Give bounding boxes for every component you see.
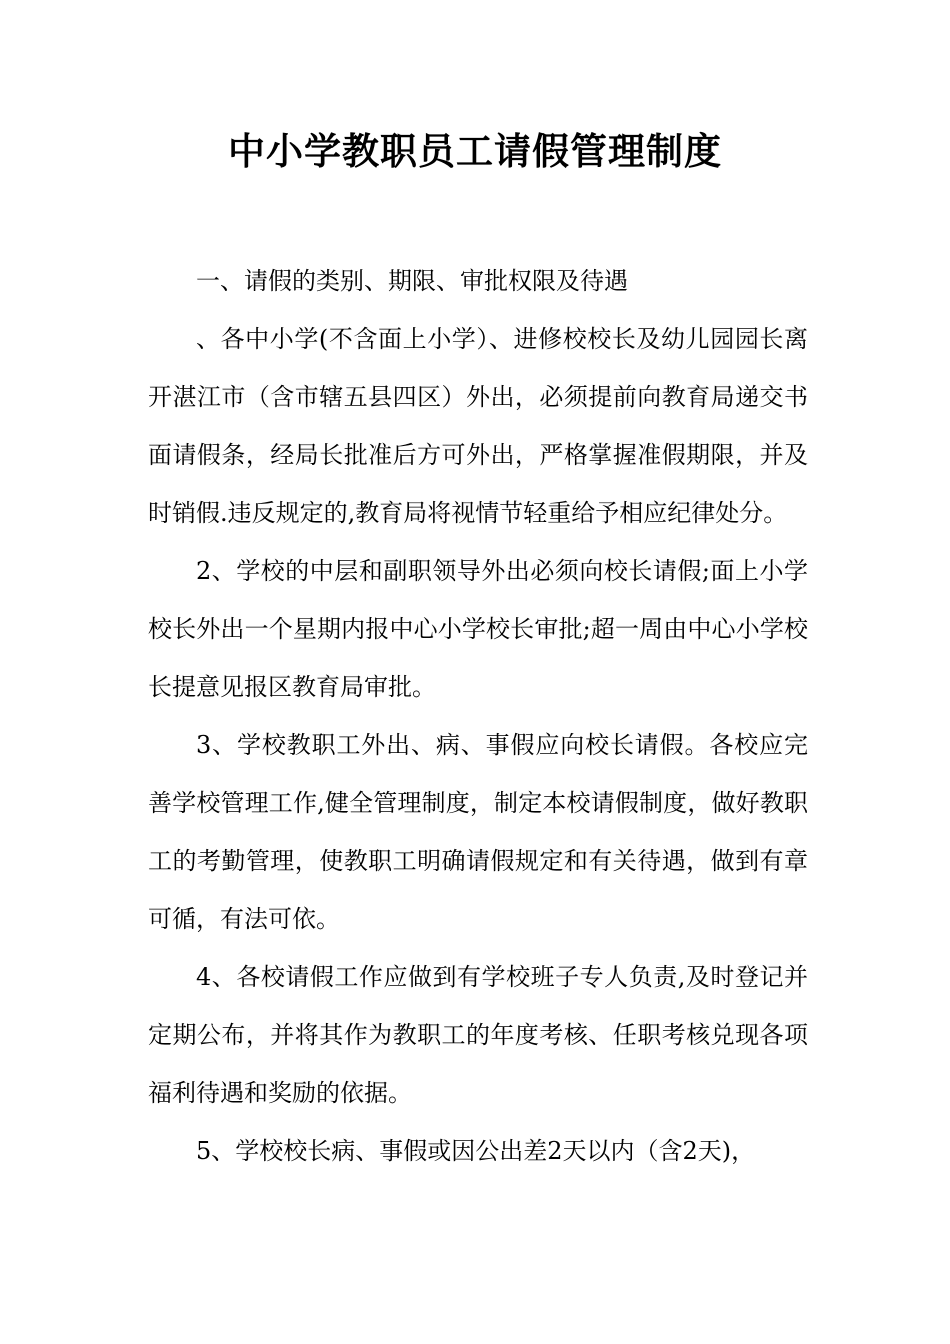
paragraph-4: 4、各校请假工作应做到有学校班子专人负责,及时登记并定期公布，并将其作为教职工的年度考核、任职考核兑现各项福利待遇和奖励的依据。 xyxy=(148,963,808,1107)
document-body xyxy=(148,252,808,1180)
paragraph-1: 、各中小学(不含面上小学）、进修校校长及幼儿园园长离开湛江市（含市辖五县四区）外出，必须提前向教育局递交书面请假条，经局长批准后方可外出，严格掌握准假期限，并及时销假.违反规定的,教育局将视情节轻重给予相应纪律处分。 xyxy=(148,325,808,527)
paragraph-2: 2、学校的中层和副职领导外出必须向校长请假;面上小学校长外出一个星期内报中心小学校长审批;超一周由中心小学校长提意见报区教育局审批。 xyxy=(148,557,808,701)
document-title: 中小学教职员工请假管理制度 xyxy=(228,130,722,173)
section-heading: 一、请假的类别、期限、审批权限及待遇 xyxy=(196,267,628,295)
paragraph-5: 5、学校校长病、事假或因公出差2天以内（含2天)， xyxy=(196,1137,756,1165)
paragraph-3: 3、学校教职工外出、病、事假应向校长请假。各校应完善学校管理工作,健全管理制度，制定本校请假制度，做好教职工的考勤管理，使教职工明确请假规定和有关待遇，做到有章可循，有法可依。 xyxy=(148,731,808,933)
